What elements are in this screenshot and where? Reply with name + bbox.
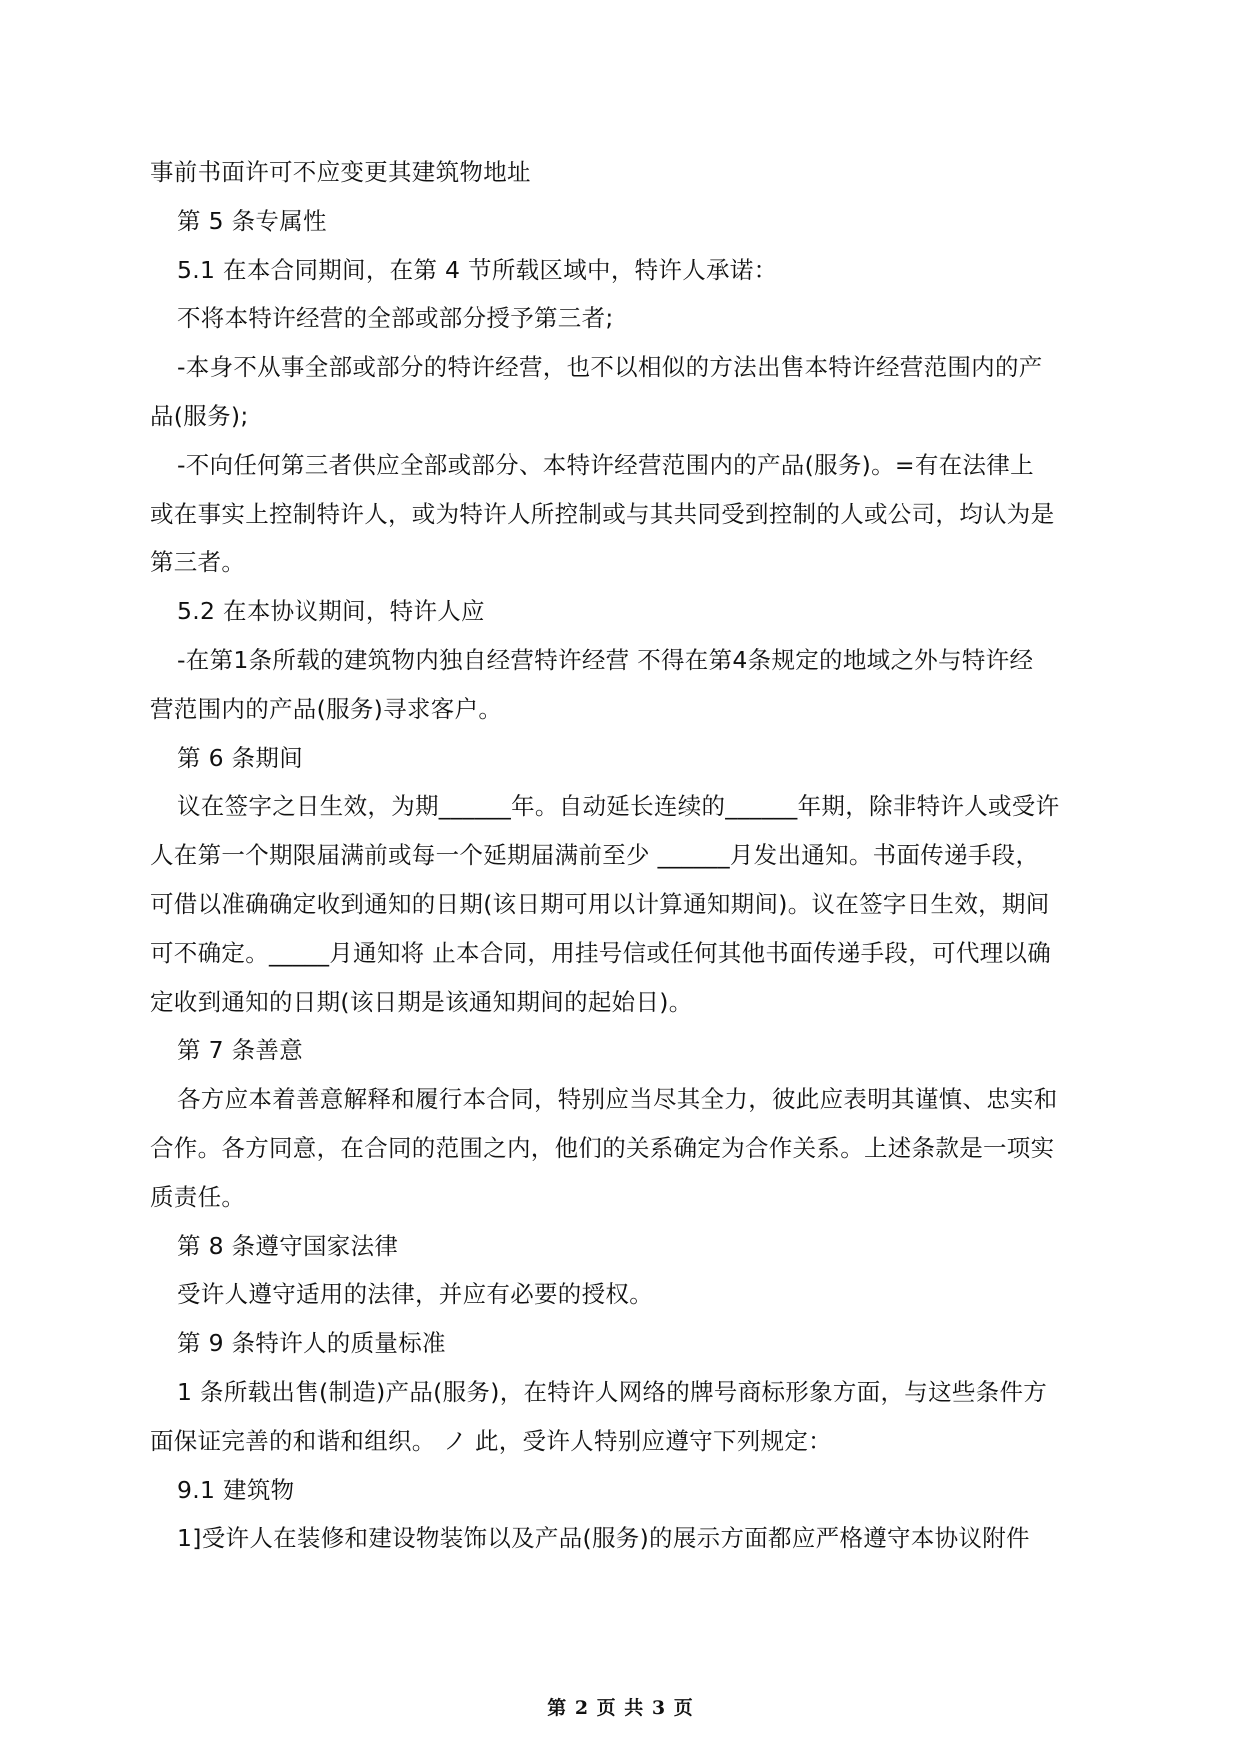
text-line: 可借以准确确定收到通知的日期(该日期可用以计算通知期间)。议在签字日生效，期间	[150, 889, 1050, 918]
text-line: 合作。各方同意，在合同的范围之内，他们的关系确定为合作关系。上述条款是一项实	[150, 1133, 1055, 1162]
text-line: 各方应本着善意解释和履行本合同，特别应当尽其全力，彼此应表明其谨慎、忠实和	[177, 1085, 1058, 1114]
text-line: 品(服务);	[150, 401, 249, 430]
text-line: 1]受许人在装修和建设物装饰以及产品(服务)的展示方面都应严格遵守本协议附件	[177, 1524, 1030, 1553]
section-heading: 第 8 条遵守国家法律	[177, 1231, 399, 1260]
text-line: 或在事实上控制特许人，或为特许人所控制或与其共同受到控制的人或公司，均认为是	[150, 499, 1055, 528]
text-line: -本身不从事全部或部分的特许经营，也不以相似的方法出售本特许经营范围内的产	[177, 353, 1043, 382]
section-heading: 第 9 条特许人的质量标准	[177, 1329, 446, 1358]
document-body	[150, 148, 1092, 1563]
text-line: -在第1条所载的建筑物内独自经营特许经营 不得在第4条规定的地域之外与特许经	[177, 645, 1034, 674]
text-line: 人在第一个期限届满前或每一个延期届满前至少 ______月发出通知。书面传递手段，	[150, 841, 1040, 870]
subsection-heading: 9.1 建筑物	[177, 1475, 295, 1504]
text-line: 5.2 在本协议期间，特许人应	[177, 597, 485, 626]
text-line: 5.1 在本合同期间，在第 4 节所载区域中，特许人承诺：	[177, 255, 778, 284]
page-footer: 第 2 页 共 3 页	[547, 1697, 694, 1719]
section-heading: 第 5 条专属性	[177, 206, 327, 235]
text-line: 面保证完善的和谐和组织。 ノ 此，受许人特别应遵守下列规定：	[150, 1426, 832, 1455]
text-line: 质责任。	[150, 1182, 246, 1211]
section-heading: 第 6 条期间	[177, 743, 303, 772]
text-line: 1 条所载出售(制造)产品(服务)，在特许人网络的牌号商标形象方面，与这些条件方	[177, 1377, 1048, 1406]
text-line: 第三者。	[150, 548, 246, 577]
text-line: 议在签字之日生效，为期______年。自动延长连续的______年期，除非特许人或受许	[177, 792, 1060, 821]
text-line: -不向任何第三者供应全部或部分、本特许经营范围内的产品(服务)。=有在法律上	[177, 450, 1034, 479]
text-line: 定收到通知的日期(该日期是该通知期间的起始日)。	[150, 987, 693, 1016]
text-line: 事前书面许可不应变更其建筑物地址	[150, 158, 531, 186]
text-line: 受许人遵守适用的法律，并应有必要的授权。	[177, 1280, 653, 1309]
text-line: 可不确定。_____月通知将 止本合同，用挂号信或任何其他书面传递手段，可代理以确	[150, 938, 1052, 967]
section-heading: 第 7 条善意	[177, 1036, 303, 1065]
text-line: 不将本特许经营的全部或部分授予第三者;	[177, 304, 614, 333]
text-line: 营范围内的产品(服务)寻求客户。	[150, 694, 503, 723]
